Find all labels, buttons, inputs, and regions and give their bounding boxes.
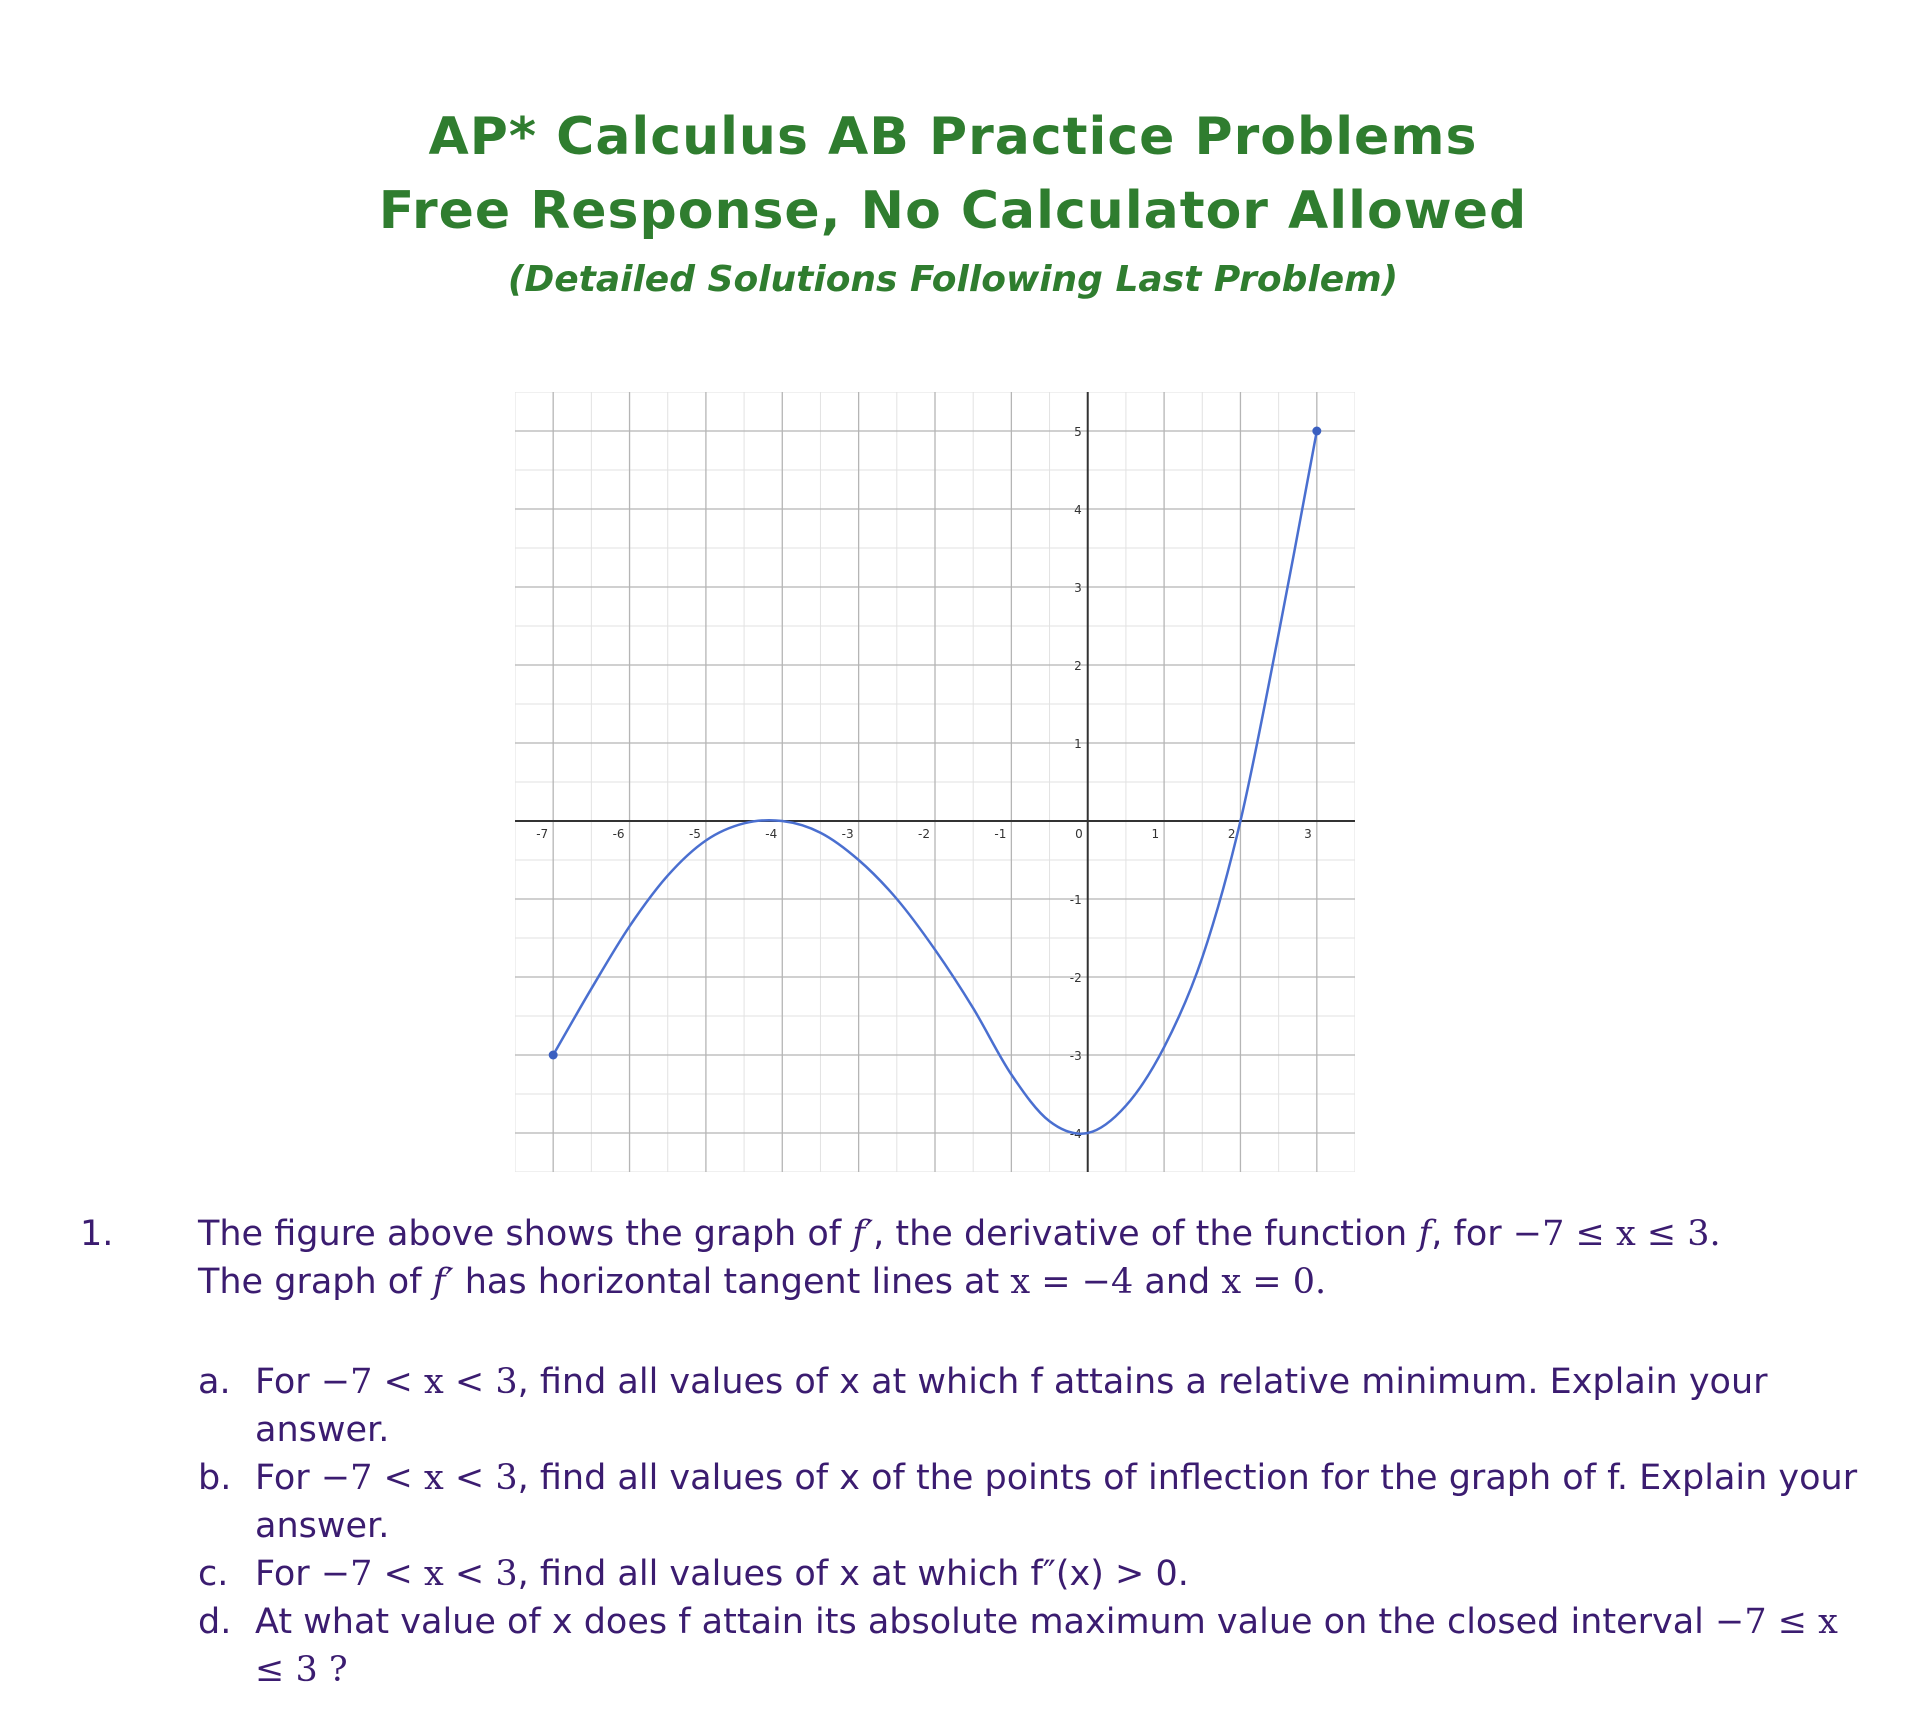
statement-text: has horizontal tangent lines at	[453, 1262, 1011, 1302]
y-tick-labels	[1070, 425, 1082, 1141]
title-line-1: AP* Calculus AB Practice Problems	[428, 107, 1478, 167]
statement-text: and	[1133, 1262, 1222, 1302]
problem-statement	[198, 1210, 1848, 1306]
problem-parts	[198, 1358, 1878, 1694]
part-text: For	[255, 1362, 321, 1402]
part-c	[198, 1550, 1878, 1598]
y-tick-label: 3	[1074, 581, 1082, 595]
y-tick-label: -4	[1069, 1127, 1082, 1141]
x-tick-label: -6	[612, 827, 625, 841]
x-tick-label: -1	[994, 827, 1007, 841]
x-tick-label: -7	[536, 827, 549, 841]
statement-math: f′	[852, 1214, 874, 1254]
x-tick-label: -4	[765, 827, 778, 841]
statement-line-2	[198, 1258, 1848, 1306]
part-letter: a.	[198, 1362, 231, 1402]
statement-math: −7 ≤ x ≤ 3.	[1512, 1214, 1721, 1254]
y-tick-label: 4	[1074, 503, 1082, 517]
y-tick-label: -2	[1069, 971, 1082, 985]
statement-text: , the derivative of the function	[873, 1214, 1419, 1254]
part-text: , find all values of x at which f″(x) > 0.	[517, 1554, 1189, 1594]
statement-math: x = −4	[1010, 1262, 1134, 1302]
part-text: At what value of x does f attain its absolute maximum value on the closed interval	[255, 1602, 1716, 1642]
endpoint-dot	[549, 1051, 558, 1060]
statement-math: f′	[432, 1262, 454, 1302]
part-text: , find all values of x at which f attains a relative minimum. Explain your answer.	[255, 1362, 1768, 1450]
y-tick-label: 5	[1074, 425, 1082, 439]
part-math: −7 < x < 3	[320, 1554, 518, 1594]
part-letter: c.	[198, 1554, 229, 1594]
x-tick-label: 3	[1304, 827, 1312, 841]
endpoint-dot	[1312, 427, 1321, 436]
part-text: , find all values of x of the points of inflection for the graph of f. Explain your answer.	[255, 1458, 1858, 1546]
page-header	[0, 100, 1906, 310]
x-tick-label: 0	[1075, 827, 1083, 841]
part-text: For	[255, 1458, 321, 1498]
statement-text: The graph of	[198, 1262, 433, 1302]
part-math: −7 ≤ x ≤ 3 ?	[255, 1602, 1838, 1690]
y-tick-label: -3	[1069, 1049, 1082, 1063]
x-tick-label: -5	[688, 827, 701, 841]
statement-text: , for	[1431, 1214, 1513, 1254]
title-line-2: Free Response, No Calculator Allowed	[378, 181, 1528, 241]
part-letter: b.	[198, 1458, 232, 1498]
x-tick-label: -2	[918, 827, 930, 841]
derivative-graph	[515, 392, 1355, 1172]
part-letter: d.	[198, 1602, 232, 1642]
x-tick-labels	[536, 827, 1312, 841]
statement-line-1	[198, 1210, 1848, 1258]
part-d	[198, 1598, 1878, 1694]
y-tick-label: -1	[1069, 893, 1082, 907]
part-math: −7 < x < 3	[320, 1362, 518, 1402]
y-tick-label: 2	[1074, 659, 1082, 673]
statement-math: f	[1418, 1214, 1432, 1254]
part-math: −7 < x < 3	[320, 1458, 518, 1498]
part-text: For	[255, 1554, 321, 1594]
part-b	[198, 1454, 1878, 1550]
x-tick-label: 2	[1227, 827, 1236, 841]
y-tick-label: 1	[1074, 737, 1082, 751]
part-a	[198, 1358, 1878, 1454]
problem-number: 1.	[80, 1214, 114, 1254]
statement-math: x = 0.	[1221, 1262, 1327, 1302]
subtitle: (Detailed Solutions Following Last Problem)	[507, 259, 1399, 300]
x-tick-label: -3	[841, 827, 854, 841]
x-tick-label: 1	[1151, 827, 1160, 841]
statement-text: The figure above shows the graph of	[198, 1214, 853, 1254]
